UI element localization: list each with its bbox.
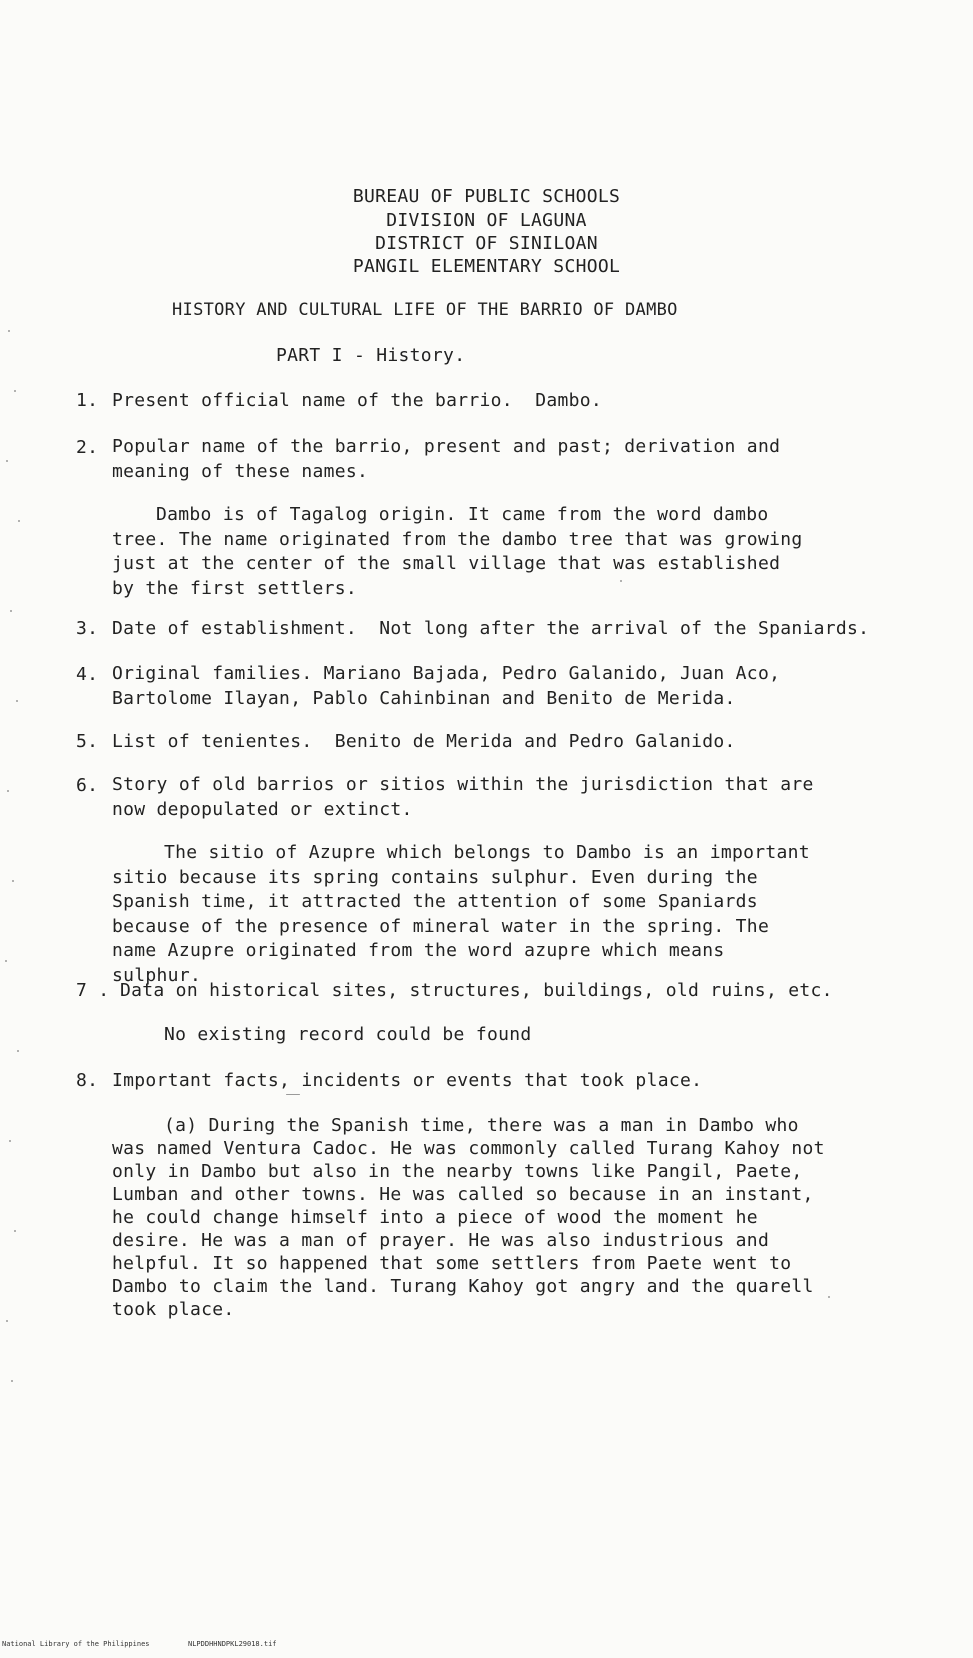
item-5-number: 5. xyxy=(76,731,99,752)
footer-filename: NLPDDHHNDPKL29018.tif xyxy=(188,1640,277,1648)
item-8-text: Important facts, incidents or events that took place. xyxy=(112,1070,703,1091)
item-3-text: Date of establishment. Not long after the arrival of the Spaniards. xyxy=(112,618,870,639)
part-heading: PART I - History. xyxy=(276,345,466,366)
item-8-number: 8. xyxy=(76,1070,99,1091)
document-title: HISTORY AND CULTURAL LIFE OF THE BARRIO OF DAMBO xyxy=(172,300,678,320)
item-7-number: 7 . xyxy=(76,980,110,1001)
item-2-body: Dambo is of Tagalog origin. It came from the word dambo tree. The name originated from the dambo tree that was growing just at the center of the small village that was established by the first settlers. xyxy=(112,504,803,599)
header-district: DISTRICT OF SINILOAN xyxy=(375,233,598,254)
item-2-number: 2. xyxy=(76,437,99,458)
item-6-text: Story of old barrios or sitios within the jurisdiction that are now depopulated or extinct. xyxy=(112,774,814,820)
item-4-number: 4. xyxy=(76,664,99,685)
item-6-body: The sitio of Azupre which belongs to Dambo is an important sitio because its spring contains sulphur. Even during the Spanish time, it attracted the attention of some Spaniards because of the presence of mineral water in the spring. The name Azupre originated from the word azupre which means sulphur. xyxy=(112,842,810,986)
header-school: PANGIL ELEMENTARY SCHOOL xyxy=(352,256,621,277)
item-1-number: 1. xyxy=(76,390,99,411)
item-3-number: 3. xyxy=(76,618,99,639)
header-bureau: BUREAU OF PUBLIC SCHOOLS xyxy=(352,186,621,207)
item-6-number: 6. xyxy=(76,775,99,796)
item-7-text: Data on historical sites, structures, buildings, old ruins, etc. xyxy=(120,980,833,1001)
item-4-text: Original families. Mariano Bajada, Pedro Galanido, Juan Aco, Bartolome Ilayan, Pablo Cahinbinan and Benito de Merida. xyxy=(112,663,781,709)
header-division: DIVISION OF LAGUNA xyxy=(386,210,587,231)
item-8-body: (a) During the Spanish time, there was a man in Dambo who was named Ventura Cadoc. He was commonly called Turang Kahoy not only in Dambo but also in the nearby towns like Pangil, Paete, Lumban and other towns. He was called so because in an instant, he could change himself into a piece of wood the moment he desire. He was a man of prayer. He was also industrious and helpful. It so happened that some settlers from Paete went to Dambo to claim the land. Turang Kahoy got angry and the quarell took place. xyxy=(112,1115,825,1320)
item-2-text: Popular name of the barrio, present and past; derivation and meaning of these names. xyxy=(112,436,781,482)
item-1-text: Present official name of the barrio. Dambo. xyxy=(112,390,603,411)
item-7-body: No existing record could be found xyxy=(164,1024,532,1045)
item-5-text: List of tenientes. Benito de Merida and Pedro Galanido. xyxy=(112,731,736,752)
footer-library: National Library of the Philippines xyxy=(2,1640,150,1648)
